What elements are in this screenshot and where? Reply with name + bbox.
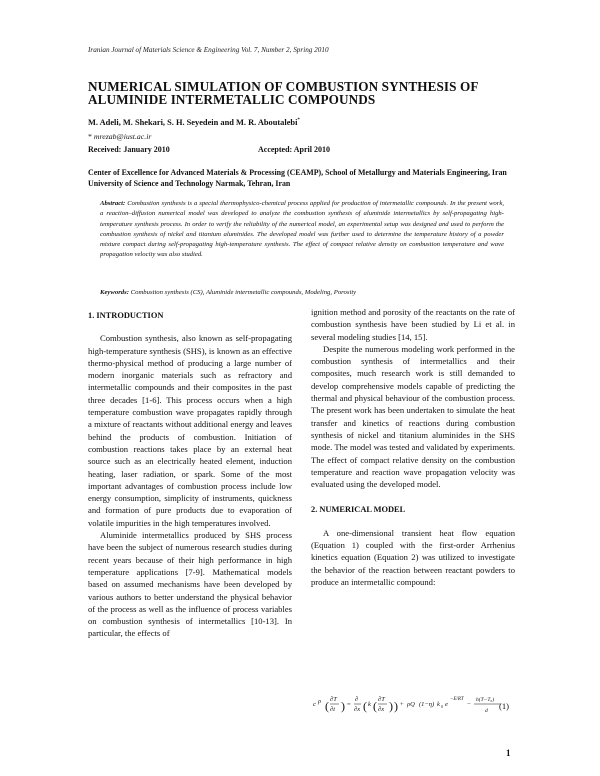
authors-text: M. Adeli, M. Shekari, S. H. Seyedein and M. R. Aboutalebi xyxy=(88,118,298,127)
svg-text:+: + xyxy=(400,701,404,708)
email-text: mrezab@iust.ac.ir xyxy=(93,132,152,141)
svg-text:∂x: ∂x xyxy=(378,706,385,713)
svg-text:∂T: ∂T xyxy=(330,696,337,703)
intro-heading: 1. INTRODUCTION xyxy=(88,311,164,320)
svg-text:k: k xyxy=(368,701,371,708)
svg-text:h(T−T₀): h(T−T₀) xyxy=(476,697,495,703)
equation-1 xyxy=(311,692,516,718)
svg-text:(: ( xyxy=(363,699,367,713)
author-list xyxy=(88,118,300,127)
svg-text:∂x: ∂x xyxy=(354,706,361,713)
svg-text:∂T: ∂T xyxy=(378,696,385,703)
svg-text:∂t: ∂t xyxy=(330,706,336,713)
svg-text:e: e xyxy=(445,701,448,708)
svg-text:ρQ: ρQ xyxy=(407,701,415,708)
svg-text:0: 0 xyxy=(441,704,443,709)
model-heading: 2. NUMERICAL MODEL xyxy=(311,505,406,515)
svg-text:k: k xyxy=(437,701,440,708)
model-paragraph-1: A one-dimensional transient heat flow equation (Equation 1) coupled with the first-order Arrhenius kinetics equation (Equation 2) was utilized to investigate the behavior of the reaction between reactant powders to produce an intermetallic compound: xyxy=(311,527,515,587)
accepted-date: Accepted: April 2010 xyxy=(258,145,330,154)
corresponding-mark: * xyxy=(297,118,300,124)
abstract-label: Abstract: xyxy=(100,200,126,207)
svg-text:d: d xyxy=(485,708,488,714)
keywords-label: Keywords: xyxy=(100,289,129,296)
svg-text:(: ( xyxy=(325,699,329,713)
page-number: 1 xyxy=(506,748,511,758)
svg-text:=: = xyxy=(347,701,351,708)
keywords xyxy=(100,289,504,296)
svg-text:(1−η): (1−η) xyxy=(419,701,435,708)
svg-text:): ) xyxy=(341,699,345,713)
received-date: Received: January 2010 xyxy=(88,145,170,154)
svg-text:(: ( xyxy=(373,699,377,713)
svg-text:−: − xyxy=(467,701,471,708)
svg-text:c: c xyxy=(313,701,316,708)
author-email[interactable] xyxy=(88,132,151,141)
email-mark: * xyxy=(88,132,92,141)
paper-title: NUMERICAL SIMULATION OF COMBUSTION SYNTHESIS OF ALUMINIDE INTERMETALLIC COMPOUNDS xyxy=(88,79,478,107)
left-column xyxy=(88,306,292,640)
keywords-text: Combustion synthesis (CS), Aluminide intermetallic compounds, Modeling, Porosity xyxy=(130,289,357,296)
svg-text:∂: ∂ xyxy=(355,696,359,703)
abstract-text: Combustion synthesis is a special thermophysico-chemical process applied for production of intermetallic compounds. In the present work, a reaction–diffusion numerical model was developed to analyze the combustion synthesis of aluminide intermetallics by self-propagating high-temperature synthesis process. In order to verify the reliability of the numerical model, an experimental setup was designed and used to perform the combustion synthesis of nickel and titanium aluminides. The developed model was further used to determine the temperature history of a powder mixture compact during self-propagating high-temperature synthesis. The effect of compact relative density on combustion temperature and wave propagation velocity was also studied. xyxy=(100,200,505,259)
svg-text:ρ: ρ xyxy=(318,698,322,705)
intro-paragraph-1: Combustion synthesis, also known as self-propagating high-temperature synthesis (SHS), is known as an effective thermo-physical method of producing a large number of modern inorganic materials such as refractory and intermetallic compounds and their composites in the past three decades [1-6]. This process occurs when a high temperature combustion wave propagates rapidly through a mixture of reactants without additional energy and leaves behind the products of combustion. Initiation of combustion reactions takes place by an external heat source such as an electrically heated element, induction heating, laser radiation, or spark. Some of the most important advantages of combustion process include low energy consumption, simplicity of instruments, quickness and formation of pure products due to evaporation of volatile impurities in the high temperatures involved. xyxy=(88,333,292,528)
affiliation: Center of Excellence for Advanced Materials & Processing (CEAMP), School of Metallurgy and Materials Engineering, Iran University of Science and Technology Narmak, Tehran, Iran xyxy=(88,168,507,188)
intro-paragraph-4: Despite the numerous modeling work performed in the combustion synthesis of intermetallics and their composites, much research work is still demanded to develop comprehensive models capable of predicting the thermal and physical behaviour of the combustion process. The present work has been undertaken to simulate the heat transfer and kinetics of reactions during combustion synthesis of nickel and titanium aluminides in the SHS mode. The model was tested and validated by experiments. The effect of compact relative density on the combustion temperature and reaction wave propagation velocity was evaluated using the developed model. xyxy=(311,343,515,490)
svg-text:−E/RT: −E/RT xyxy=(450,697,464,702)
equation-number: (1) xyxy=(499,701,510,711)
abstract xyxy=(100,199,504,261)
svg-text:): ) xyxy=(389,699,393,713)
right-column xyxy=(311,306,515,588)
intro-paragraph-2: Aluminide intermetallics produced by SHS process have been the subject of numerous research studies during recent years because of their high performance in high temperature applications [7-9]. Mathematical models based on assumed mechanisms have been developed by various authors to better understand the physical behavior of the process as well as the influence of process variables on combustion synthesis of intermetallics [10-13]. In particular, the effects of xyxy=(88,530,292,639)
svg-text:): ) xyxy=(394,699,398,713)
journal-header: Iranian Journal of Materials Science & Engineering Vol. 7, Number 2, Spring 2010 xyxy=(88,46,329,54)
intro-paragraph-3: ignition method and porosity of the reactants on the rate of combustion synthesis have been studied by Li et al. in several modeling studies [14, 15]. xyxy=(311,307,515,342)
